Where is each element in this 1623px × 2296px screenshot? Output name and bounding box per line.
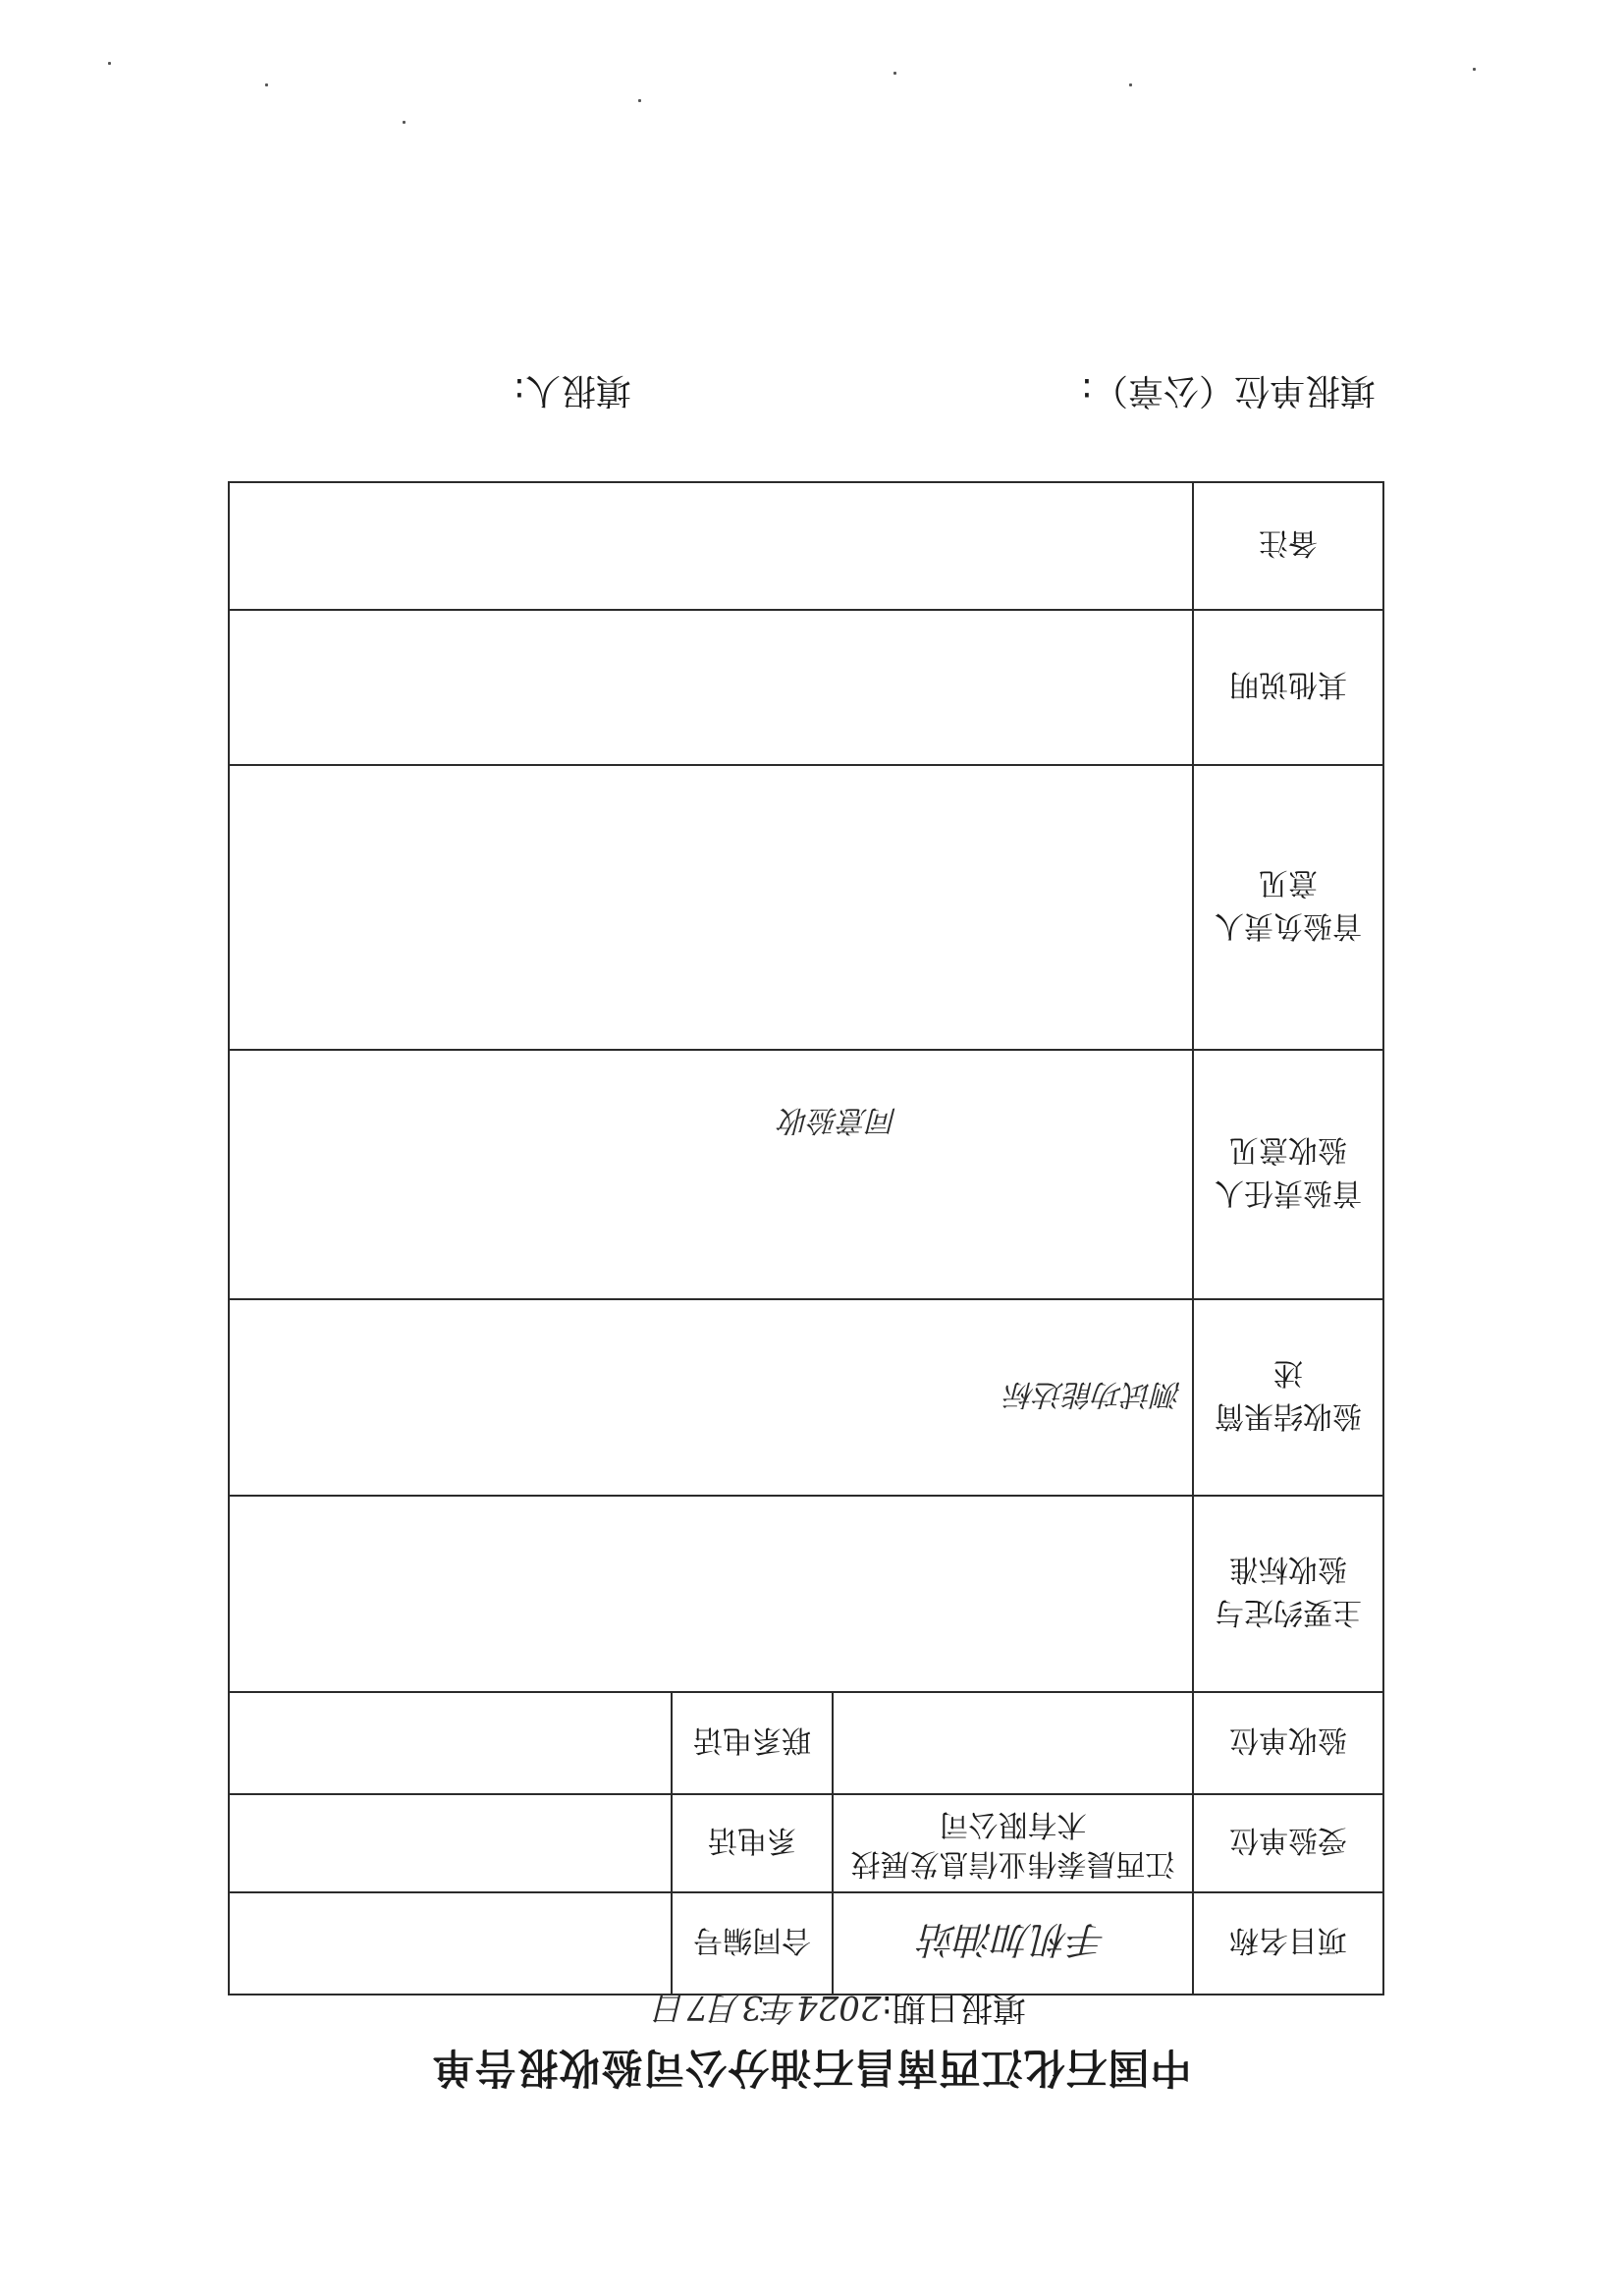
project-name-label: 项目名称 <box>1193 1892 1383 1995</box>
fill-date-value: 2024年3月7日 <box>653 1988 882 2027</box>
inspect-unit-value <box>833 1692 1193 1794</box>
project-name-value: 手机加油站 <box>833 1892 1193 1995</box>
accepted-unit-value: 江西晨泰伟业信息发展技术有限公司 <box>833 1794 1193 1892</box>
contact-phone-value-1 <box>229 1794 672 1892</box>
row-inspect-unit <box>229 1692 1383 1794</box>
row-accepted-unit <box>229 1794 1383 1892</box>
other-label: 其他说明 <box>1193 610 1383 765</box>
acceptance-form <box>228 481 1384 1995</box>
unit-seal-label: 填报单位（公章）: <box>1080 370 1376 410</box>
contact-phone-value-2 <box>229 1692 672 1794</box>
fill-date-label: 填报日期: <box>881 1988 1026 2027</box>
remark-label: 备注 <box>1193 482 1383 610</box>
main-agreement-value <box>229 1496 1193 1692</box>
contract-no-label: 合同编号 <box>672 1892 833 1995</box>
scan-speck <box>1129 83 1132 86</box>
scan-speck <box>265 83 268 86</box>
reviewer-opinion-value <box>229 765 1193 1050</box>
row-result <box>229 1299 1383 1496</box>
inspector-opinion-label: 首验责任人验收意见 <box>1193 1050 1383 1299</box>
scan-speck <box>638 99 641 102</box>
page-title: 中国石化江西南昌石油分公司验收报告单 <box>431 2044 1192 2092</box>
row-remark <box>229 482 1383 610</box>
filler-label: 填报人: <box>513 370 631 410</box>
row-reviewer-opinion <box>229 765 1383 1050</box>
scan-speck <box>403 121 406 124</box>
accepted-unit-label: 受验单位 <box>1193 1794 1383 1892</box>
other-value <box>229 610 1193 765</box>
main-agreement-label: 主要约定与验收标准 <box>1193 1496 1383 1692</box>
contract-no-value <box>229 1892 672 1995</box>
scan-speck <box>1473 68 1476 71</box>
reviewer-opinion-label: 首验负责人意见 <box>1193 765 1383 1050</box>
row-other <box>229 610 1383 765</box>
result-label: 验收结果简述 <box>1193 1299 1383 1496</box>
contact-phone-label-1: 系电话 <box>672 1794 833 1892</box>
row-inspector-opinion <box>229 1050 1383 1299</box>
row-main-agreement <box>229 1496 1383 1692</box>
row-project <box>229 1892 1383 1995</box>
scan-speck <box>893 72 896 75</box>
inspector-opinion-value: 同意验收 <box>229 1050 1193 1299</box>
scan-speck <box>108 62 111 65</box>
contact-phone-label-2: 联系电话 <box>672 1692 833 1794</box>
remark-value <box>229 482 1193 610</box>
result-value: 测试功能达标 <box>229 1299 1193 1496</box>
inspect-unit-label: 验收单位 <box>1193 1692 1383 1794</box>
